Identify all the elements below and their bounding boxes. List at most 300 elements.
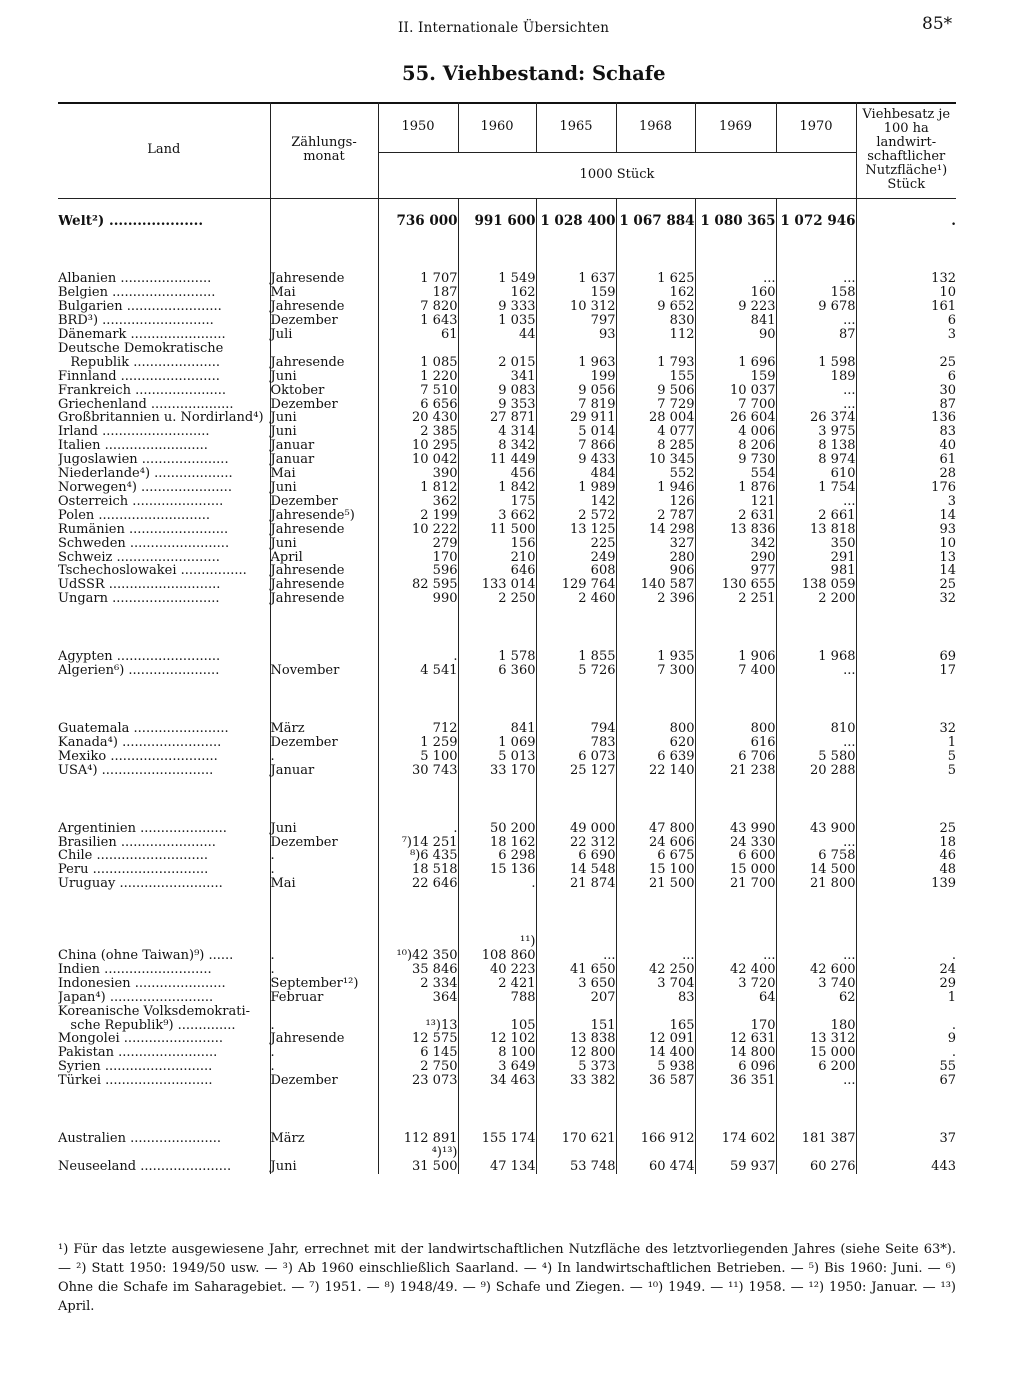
table-row — [58, 411, 956, 425]
value-1950: 1 643 — [420, 313, 458, 329]
value-1950: 12 575 — [412, 1031, 458, 1047]
value-1965: 2 460 — [536, 592, 616, 606]
table-row — [58, 1132, 956, 1146]
value-1960: 1 035 — [458, 314, 536, 328]
density-value: 161 — [856, 300, 956, 314]
census-month: Januar — [270, 764, 378, 778]
country-name: Jugoslawien ..................... — [58, 453, 229, 468]
table-row — [58, 1046, 956, 1060]
value-1965: 7 819 — [536, 398, 616, 412]
value-1950: 1 707 — [420, 271, 458, 287]
footnotes: ¹) Für das letzte ausgewiesene Jahr, errechnet mit der landwirtschaftlichen Nutzfläche des letztvorliegenden Jahres (siehe Seite 63*). — ²) Statt 1950: 1949/50 usw. — ³) Ab 1960 einschließlich Saarland. — ⁴) In landwirtschaftlichen Betrieben. — ⁵) Bis 1960: Juni. — ⁶) Ohne die Schafe im Saharagebiet. — ⁷) 1951. — ⁸) 1948/49. — ⁹) Schafe und Ziegen. — ¹⁰) 1949. — ¹¹) 1958. — ¹²) 1950: Januar. — ¹³) April. — [58, 1242, 956, 1314]
table-row — [58, 1146, 956, 1160]
value-1960: 210 — [458, 551, 536, 565]
census-month: . — [270, 963, 378, 977]
value-1950 — [378, 935, 458, 949]
value-1965: 29 911 — [536, 411, 616, 425]
value-1950: . — [453, 820, 458, 836]
value-1965 — [536, 1005, 616, 1019]
value-1969: 7 400 — [695, 664, 776, 678]
table-row — [58, 949, 956, 963]
table-row — [58, 370, 956, 384]
value-1965: 5 726 — [536, 664, 616, 678]
value-1968: 14 400 — [616, 1046, 695, 1060]
value-1965: 484 — [536, 467, 616, 481]
value-1960: ¹¹) — [458, 935, 536, 949]
value-1960: . — [458, 877, 536, 891]
value-1960: 4 314 — [458, 425, 536, 439]
table-row — [58, 523, 956, 537]
table-row — [58, 650, 956, 664]
density-value: 13 — [856, 551, 956, 565]
value-1970: 158 — [776, 286, 856, 300]
value-1970: ... — [776, 272, 856, 286]
density-value: 48 — [856, 863, 956, 877]
value-1968: 9 652 — [616, 300, 695, 314]
value-1965: 159 — [536, 286, 616, 300]
value-1970: 21 800 — [776, 877, 856, 891]
value-1965: 1 637 — [536, 272, 616, 286]
table-row — [58, 481, 956, 495]
table-title: 55. Viehbestand: Schafe — [402, 62, 666, 85]
value-1965: 10 312 — [536, 300, 616, 314]
value-1968 — [616, 342, 695, 356]
value-1960: 155 174 — [458, 1132, 536, 1146]
value-1968: 14 298 — [616, 523, 695, 537]
value-1969: 800 — [695, 722, 776, 736]
value-1969: 21 238 — [695, 764, 776, 778]
group-spacer — [58, 228, 956, 272]
census-month: Jahresende — [270, 523, 378, 537]
density-value: 10 — [856, 537, 956, 551]
value-1970: ... — [776, 664, 856, 678]
country-name: Ägypten ......................... — [58, 650, 221, 665]
census-month: März — [270, 722, 378, 736]
country-name — [58, 1146, 270, 1160]
census-month: . — [270, 863, 378, 877]
value-1968: 112 — [616, 328, 695, 342]
country-name: Uruguay ......................... — [58, 877, 223, 892]
value-1950: 10 295 — [412, 438, 458, 454]
value-1965: 9 056 — [536, 384, 616, 398]
value-1970: 1 072 946 — [776, 215, 856, 229]
value-1969 — [695, 342, 776, 356]
table-row — [58, 1060, 956, 1074]
density-value: 176 — [856, 481, 956, 495]
census-month: Oktober — [270, 384, 378, 398]
table-row — [58, 495, 956, 509]
value-1969: 42 400 — [695, 963, 776, 977]
density-value: 37 — [856, 1132, 956, 1146]
value-1950: 7 510 — [420, 382, 458, 398]
table-row — [58, 509, 956, 523]
census-month: Februar — [270, 991, 378, 1005]
value-1965: 6 690 — [536, 849, 616, 863]
value-1970: ... — [776, 398, 856, 412]
running-title: II. Internationale Übersichten — [398, 20, 610, 36]
value-1968: 60 474 — [616, 1160, 695, 1174]
country-name: Mexiko .......................... — [58, 749, 218, 764]
value-1965: 12 800 — [536, 1046, 616, 1060]
value-1969: 160 — [695, 286, 776, 300]
value-1950: 279 — [432, 535, 458, 551]
country-name: Frankreich ...................... — [58, 383, 226, 398]
country-name: Syrien .......................... — [58, 1060, 213, 1075]
value-1968: 36 587 — [616, 1074, 695, 1088]
country-name: Albanien ...................... — [58, 272, 212, 287]
country-name: Indonesien ...................... — [58, 976, 226, 991]
value-1970 — [776, 1005, 856, 1019]
value-1970: 138 059 — [776, 578, 856, 592]
value-1965: ... — [536, 949, 616, 963]
value-1950: 6 145 — [420, 1045, 458, 1061]
value-1970: 62 — [776, 991, 856, 1005]
value-1960: 3 662 — [458, 509, 536, 523]
census-month: . — [270, 949, 378, 963]
value-1960: 2 015 — [458, 356, 536, 370]
value-1960: 47 134 — [458, 1160, 536, 1174]
table-row — [58, 425, 956, 439]
country-name: Argentinien ..................... — [58, 821, 227, 836]
value-1960: 11 500 — [458, 523, 536, 537]
value-1968: 162 — [616, 286, 695, 300]
value-1970: 15 000 — [776, 1046, 856, 1060]
value-1970 — [776, 935, 856, 949]
header-year-1965: 1965 — [536, 102, 616, 152]
value-1960: 841 — [458, 722, 536, 736]
value-1969: 59 937 — [695, 1160, 776, 1174]
census-month: Januar — [270, 453, 378, 467]
table-row — [58, 467, 956, 481]
density-value: 25 — [856, 822, 956, 836]
value-1950: 364 — [432, 989, 458, 1005]
table-row — [58, 1160, 956, 1174]
value-1950: 35 846 — [412, 961, 458, 977]
value-1950: 7 820 — [420, 299, 458, 315]
census-month: Mai — [270, 286, 378, 300]
table-row — [58, 822, 956, 836]
value-1969: 4 006 — [695, 425, 776, 439]
table-row — [58, 764, 956, 778]
value-1960: 2 250 — [458, 592, 536, 606]
table-row — [58, 592, 956, 606]
value-1960: 9 083 — [458, 384, 536, 398]
country-name: USA⁴) ........................... — [58, 763, 214, 778]
table-row — [58, 286, 956, 300]
value-1960: 18 162 — [458, 836, 536, 850]
country-name: Bulgarien ....................... — [58, 300, 222, 315]
table-row — [58, 300, 956, 314]
value-1970: ... — [776, 1074, 856, 1088]
value-1970 — [776, 1146, 856, 1160]
value-1965 — [536, 935, 616, 949]
value-1968: 42 250 — [616, 963, 695, 977]
value-1965: 199 — [536, 370, 616, 384]
value-1965: 225 — [536, 537, 616, 551]
table-row — [58, 1032, 956, 1046]
value-1970: 981 — [776, 564, 856, 578]
table-row — [58, 736, 956, 750]
value-1965: 53 748 — [536, 1160, 616, 1174]
value-1950 — [378, 342, 458, 356]
density-value: . — [856, 1019, 956, 1033]
value-1950: 187 — [432, 285, 458, 301]
value-1968: 22 140 — [616, 764, 695, 778]
density-value: . — [856, 1046, 956, 1060]
value-1970: 13 818 — [776, 523, 856, 537]
value-1969: 616 — [695, 736, 776, 750]
value-1969: 1 080 365 — [695, 215, 776, 229]
table-row — [58, 398, 956, 412]
country-name: BRD³) ........................... — [58, 314, 214, 329]
country-name: Deutsche Demokratische — [58, 341, 224, 356]
value-1968: 280 — [616, 551, 695, 565]
census-month: Dezember — [270, 495, 378, 509]
value-1960: 3 649 — [458, 1060, 536, 1074]
value-1968: 327 — [616, 537, 695, 551]
livestock-table — [58, 102, 956, 1174]
density-value: 40 — [856, 439, 956, 453]
value-1968: 21 500 — [616, 877, 695, 891]
value-1970 — [776, 342, 856, 356]
density-value: 139 — [856, 877, 956, 891]
value-1970: 20 288 — [776, 764, 856, 778]
header-year-1968: 1968 — [616, 102, 695, 152]
table-row — [58, 935, 956, 949]
value-1960: 5 013 — [458, 750, 536, 764]
value-1969: 43 990 — [695, 822, 776, 836]
value-1960 — [458, 342, 536, 356]
value-1965: 5 014 — [536, 425, 616, 439]
value-1970: 3 975 — [776, 425, 856, 439]
value-1970: 610 — [776, 467, 856, 481]
density-value: . — [856, 949, 956, 963]
value-1968: 830 — [616, 314, 695, 328]
group-spacer — [58, 606, 956, 650]
density-value: 83 — [856, 425, 956, 439]
value-1950: 362 — [432, 493, 458, 509]
value-1968: 8 285 — [616, 439, 695, 453]
value-1970: 810 — [776, 722, 856, 736]
value-1960: 1 578 — [458, 650, 536, 664]
value-1950: ¹³)13 — [425, 1017, 458, 1033]
value-1969: 1 696 — [695, 356, 776, 370]
value-1969: 26 604 — [695, 411, 776, 425]
value-1965: 207 — [536, 991, 616, 1005]
value-1970: 180 — [776, 1019, 856, 1033]
density-value: 25 — [856, 356, 956, 370]
census-month — [270, 935, 378, 949]
density-value: 136 — [856, 411, 956, 425]
value-1950: ¹⁰)42 350 — [396, 948, 458, 964]
census-month: Jahresende — [270, 1032, 378, 1046]
table-row — [58, 849, 956, 863]
value-1960: 27 871 — [458, 411, 536, 425]
table-row — [58, 342, 956, 356]
table-row — [58, 453, 956, 467]
value-1950: 23 073 — [412, 1073, 458, 1089]
country-name: Finnland ........................ — [58, 369, 220, 384]
country-name: Österreich ...................... — [58, 494, 224, 509]
country-name: Chile ........................... — [58, 849, 209, 864]
value-1950: 596 — [432, 563, 458, 579]
value-1969: 21 700 — [695, 877, 776, 891]
value-1965: 25 127 — [536, 764, 616, 778]
value-1968: 126 — [616, 495, 695, 509]
value-1960: 34 463 — [458, 1074, 536, 1088]
table-row — [58, 877, 956, 891]
country-name: Belgien ......................... — [58, 286, 216, 301]
value-1968: 165 — [616, 1019, 695, 1033]
table-row — [58, 551, 956, 565]
value-1969: ... — [695, 949, 776, 963]
country-name: Pakistan ........................ — [58, 1046, 218, 1061]
value-1968: 7 729 — [616, 398, 695, 412]
value-1970: 2 661 — [776, 509, 856, 523]
country-name: Schweiz ......................... — [58, 550, 220, 565]
density-value: 29 — [856, 977, 956, 991]
value-1969 — [695, 1005, 776, 1019]
value-1965: 797 — [536, 314, 616, 328]
value-1969: 6 600 — [695, 849, 776, 863]
census-month: . — [270, 849, 378, 863]
density-value: 87 — [856, 398, 956, 412]
table-row — [58, 722, 956, 736]
value-1968: 83 — [616, 991, 695, 1005]
density-value: 18 — [856, 836, 956, 850]
country-name: Mongolei ........................ — [58, 1032, 223, 1047]
table-row — [58, 272, 956, 286]
table-row — [58, 356, 956, 370]
value-1969: 14 800 — [695, 1046, 776, 1060]
header-year-1960: 1960 — [458, 102, 536, 152]
density-value — [856, 1005, 956, 1019]
census-month: Jahresende⁵) — [270, 509, 378, 523]
value-1969: 12 631 — [695, 1032, 776, 1046]
density-value: 6 — [856, 370, 956, 384]
census-month: Mai — [270, 467, 378, 481]
value-1965: 14 548 — [536, 863, 616, 877]
census-month: Jahresende — [270, 564, 378, 578]
value-1968: 140 587 — [616, 578, 695, 592]
value-1950: 1 259 — [420, 734, 458, 750]
density-value: 24 — [856, 963, 956, 977]
density-value: 10 — [856, 286, 956, 300]
value-1950: 6 656 — [420, 396, 458, 412]
value-1950: 31 500 — [412, 1158, 458, 1174]
value-1968: 47 800 — [616, 822, 695, 836]
density-value: 1 — [856, 991, 956, 1005]
census-month: . — [270, 1060, 378, 1074]
census-month: Juni — [270, 425, 378, 439]
census-month: Juni — [270, 1160, 378, 1174]
value-1960: 105 — [458, 1019, 536, 1033]
density-value: 61 — [856, 453, 956, 467]
value-1960: 33 170 — [458, 764, 536, 778]
value-1970: 13 312 — [776, 1032, 856, 1046]
census-month: Dezember — [270, 1074, 378, 1088]
value-1965: 13 125 — [536, 523, 616, 537]
value-1960: 11 449 — [458, 453, 536, 467]
density-value: 25 — [856, 578, 956, 592]
density-value: 69 — [856, 650, 956, 664]
value-1968: 6 675 — [616, 849, 695, 863]
value-1970: 26 374 — [776, 411, 856, 425]
value-1970: 43 900 — [776, 822, 856, 836]
value-1968: 1 946 — [616, 481, 695, 495]
density-value: 3 — [856, 495, 956, 509]
value-1960: 156 — [458, 537, 536, 551]
value-1970: 1 754 — [776, 481, 856, 495]
value-1970: 87 — [776, 328, 856, 342]
value-1969: 24 330 — [695, 836, 776, 850]
country-name: Neuseeland ...................... — [58, 1159, 232, 1174]
value-1969: 36 351 — [695, 1074, 776, 1088]
value-1969: 342 — [695, 537, 776, 551]
country-name: Republik ..................... — [58, 355, 220, 370]
value-1969: 9 223 — [695, 300, 776, 314]
census-month — [270, 1005, 378, 1019]
value-1969 — [695, 935, 776, 949]
value-1968 — [616, 1146, 695, 1160]
value-1950: 20 430 — [412, 410, 458, 426]
table-row — [58, 439, 956, 453]
header-month: Zählungs- monat — [270, 102, 378, 198]
value-1970: 1 598 — [776, 356, 856, 370]
value-1970: 2 200 — [776, 592, 856, 606]
table-row — [58, 977, 956, 991]
value-1950: 22 646 — [412, 876, 458, 892]
value-1970: 6 758 — [776, 849, 856, 863]
value-1965: 151 — [536, 1019, 616, 1033]
value-1968: 4 077 — [616, 425, 695, 439]
density-value — [856, 935, 956, 949]
density-value: . — [856, 215, 956, 229]
density-value: 32 — [856, 592, 956, 606]
density-value — [856, 1146, 956, 1160]
census-month: April — [270, 551, 378, 565]
value-1965: 1 963 — [536, 356, 616, 370]
country-name: Tschechoslowakei ................ — [58, 564, 247, 579]
country-name: UdSSR ........................... — [58, 578, 221, 593]
table-row — [58, 384, 956, 398]
group-spacer — [58, 1088, 956, 1132]
value-1950: ⁴)¹³) — [431, 1145, 458, 1160]
country-name: Norwegen⁴) ...................... — [58, 481, 232, 495]
value-1970: ... — [776, 836, 856, 850]
country-name: Großbritannien u. Nordirland⁴) — [58, 411, 264, 426]
value-1950 — [378, 1005, 458, 1019]
value-1969: 10 037 — [695, 384, 776, 398]
value-1960: 991 600 — [458, 215, 536, 229]
country-name: Italien ......................... — [58, 439, 208, 454]
density-value: 93 — [856, 523, 956, 537]
value-1960: 1 069 — [458, 736, 536, 750]
table-row — [58, 991, 956, 1005]
value-1950: 5 100 — [420, 748, 458, 764]
value-1950: 4 541 — [420, 663, 458, 679]
header-year-1950: 1950 — [378, 102, 458, 152]
density-value: 46 — [856, 849, 956, 863]
value-1965: 5 373 — [536, 1060, 616, 1074]
value-1965: 2 572 — [536, 509, 616, 523]
table-body — [58, 198, 956, 1174]
value-1960: 1 549 — [458, 272, 536, 286]
value-1969: 1 906 — [695, 650, 776, 664]
value-1968: 620 — [616, 736, 695, 750]
value-1965: 49 000 — [536, 822, 616, 836]
value-1950: 170 — [432, 549, 458, 565]
